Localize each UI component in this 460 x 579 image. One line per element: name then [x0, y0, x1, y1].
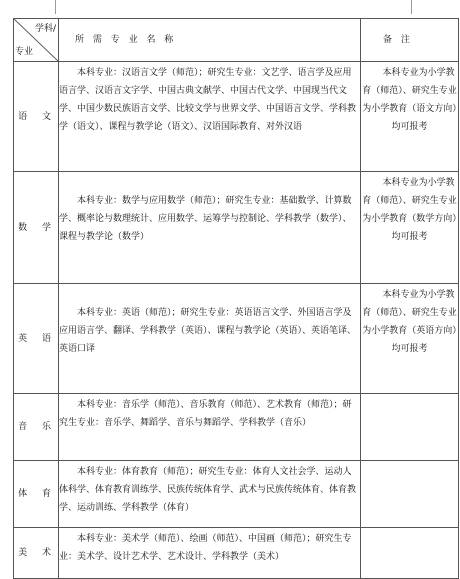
- subject-cell: 体 育: [14, 461, 59, 528]
- note-cell: [361, 528, 459, 579]
- table-row: [14, 172, 459, 284]
- subject-cell: 语 文: [14, 62, 59, 172]
- requirement-cell: 本科专业：汉语言文学（师范）；研究生专业：文艺学、语言学及应用语言学、汉语言文字学、中国古典文献学、中国古代文学、中国现当代文学、中国少数民族语言文学、比较文学与世界文学、中国语言文学、学科教学（语文）、课程与教学论（语文）、汉语国际教育、对外汉语: [59, 62, 361, 172]
- table-row: [14, 528, 459, 579]
- note-cell: [361, 461, 459, 528]
- requirement-cell: 本科专业：英语（师范）；研究生专业：英语语言文学、外国语言学及应用语言学、翻译、学科教学（英语）、课程与教学论（英语）、英语笔译、英语口译: [59, 284, 361, 394]
- header-note: 备 注: [361, 19, 459, 62]
- table-row: [14, 284, 459, 394]
- note-cell: 本科专业为小学教育（师范）、研究生专业为小学教育（英语方向）均可报考: [361, 284, 459, 394]
- margin-mark-left: [55, 0, 56, 14]
- note-cell: [361, 394, 459, 461]
- requirement-cell: 本科专业：体育教育（师范）；研究生专业：体育人文社会学、运动人体科学、体育教育训练学、民族传统体育学、武术与民族传统体育、体育教学、运动训练、学科教学（体育）: [59, 461, 361, 528]
- table-header-row: [14, 19, 459, 62]
- note-cell: 本科专业为小学教育（师范）、研究生专业为小学教育（数学方向）均可报考: [361, 172, 459, 284]
- header-subject-cell: [14, 19, 59, 62]
- page-margin-marks: [0, 0, 460, 20]
- margin-mark-right: [411, 0, 412, 14]
- requirement-cell: 本科专业：音乐学（师范）、音乐教育（师范）、艺术教育（师范）；研究生专业：音乐学、舞蹈学、音乐与舞蹈学、学科教学（音乐）: [59, 394, 361, 461]
- subject-cell: 数 学: [14, 172, 59, 284]
- subject-cell: 英 语: [14, 284, 59, 394]
- table-row: [14, 394, 459, 461]
- header-requirement: 所 需 专 业 名 称: [59, 19, 361, 62]
- requirement-cell: 本科专业：数学与应用数学（师范）；研究生专业：基础数学、计算数学、概率论与数理统计、应用数学、运筹学与控制论、学科教学（数学）、课程与教学论（数学）: [59, 172, 361, 284]
- header-major-label: 专业: [15, 47, 34, 57]
- requirements-table: [13, 18, 459, 579]
- table-row: [14, 62, 459, 172]
- header-subject-label: 学科/: [34, 24, 56, 34]
- requirement-cell: 本科专业：美术学（师范）、绘画（师范）、中国画（师范）；研究生专业：美术学、设计艺术学、艺术设计、学科教学（美术）: [59, 528, 361, 579]
- table-row: [14, 461, 459, 528]
- subject-cell: 美 术: [14, 528, 59, 579]
- subject-cell: 音 乐: [14, 394, 59, 461]
- note-cell: 本科专业为小学教育（师范）、研究生专业为小学教育（语文方向）均可报考: [361, 62, 459, 172]
